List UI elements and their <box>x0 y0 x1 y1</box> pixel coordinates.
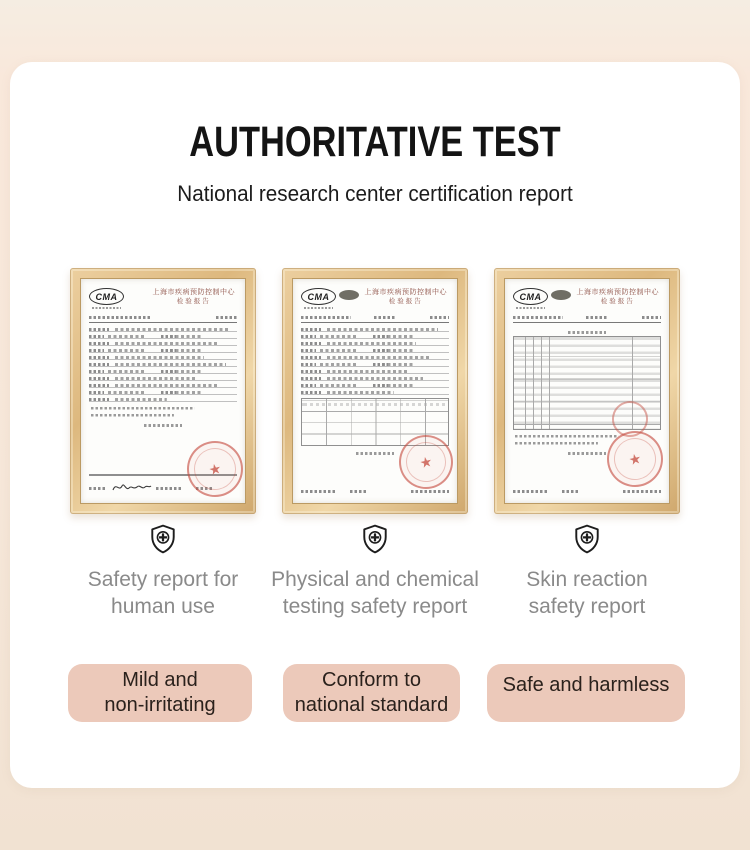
report-type: 检验报告 <box>600 298 635 306</box>
badge-line: Conform to <box>322 669 421 691</box>
report-column-2 <box>271 268 479 620</box>
cma-logo-caption <box>304 307 333 309</box>
form-row <box>89 381 237 388</box>
certificate-frame-3 <box>494 268 680 514</box>
certificate-frame-2 <box>282 268 468 514</box>
report-column-1 <box>70 268 256 620</box>
cma-logo-caption <box>516 307 545 309</box>
logo-group <box>513 288 571 309</box>
certificate-frame-1 <box>70 268 256 514</box>
cma-logo-text: CMA <box>301 288 336 305</box>
form-row <box>89 367 237 374</box>
report-column-3 <box>494 268 680 620</box>
form-row <box>89 339 237 346</box>
report-type: 检验报告 <box>388 298 423 306</box>
logo-group <box>89 288 124 309</box>
badge-line: national standard <box>294 694 449 716</box>
badge-line: Safe and harmless <box>502 674 670 696</box>
report-caption-3 <box>467 566 707 620</box>
certificate-header <box>301 288 449 309</box>
divider <box>301 322 449 323</box>
divider <box>89 322 237 323</box>
form-row <box>301 360 449 367</box>
badge-line: non-irritating <box>104 694 216 716</box>
cma-logo <box>513 288 548 309</box>
form-row <box>89 353 237 360</box>
certificate-header <box>89 288 237 309</box>
report-type: 检验报告 <box>176 298 211 306</box>
form-row <box>301 339 449 346</box>
certificate-paper-3 <box>505 279 669 503</box>
cma-logo <box>89 288 124 309</box>
table-title <box>568 331 606 334</box>
form-row <box>89 360 237 367</box>
report-caption-1 <box>43 566 283 620</box>
form-row <box>301 346 449 353</box>
form-row <box>301 332 449 339</box>
form-row <box>89 395 237 402</box>
form-row <box>301 353 449 360</box>
certificate-paper-2 <box>293 279 457 503</box>
badge-line: Mild and <box>122 669 198 691</box>
accreditation-oval-icon <box>339 290 359 300</box>
page-subtitle: National research center certification report <box>177 181 573 206</box>
certificate-paper-1 <box>81 279 245 503</box>
form-row <box>89 332 237 339</box>
agency-title <box>153 288 236 307</box>
agency-title <box>365 288 448 307</box>
cma-logo-text: CMA <box>89 288 124 305</box>
caption-line: Safety report for <box>87 568 239 591</box>
certificate-header <box>513 288 661 309</box>
agency-name: 上海市疾病预防控制中心 <box>152 289 235 296</box>
form-row <box>301 381 449 388</box>
cma-logo <box>301 288 336 309</box>
agency-title <box>577 288 660 307</box>
form-row <box>89 388 237 395</box>
page-title: AUTHORITATIVE TEST <box>189 118 561 166</box>
form-row <box>301 367 449 374</box>
accreditation-oval-icon <box>551 290 571 300</box>
caption-line: Physical and chemical <box>271 568 479 591</box>
form-row <box>301 388 449 395</box>
certificates-row <box>0 268 750 620</box>
cma-logo-text: CMA <box>513 288 548 305</box>
report-number-line <box>89 313 237 319</box>
form-row <box>89 374 237 381</box>
form-row <box>89 325 237 332</box>
results-grid-table <box>513 336 661 430</box>
benefit-badge-2 <box>283 664 460 722</box>
form-row <box>89 346 237 353</box>
report-caption-2 <box>255 566 495 620</box>
report-number-line <box>513 313 661 319</box>
caption-line: testing safety report <box>282 595 468 618</box>
agency-name: 上海市疾病预防控制中心 <box>364 289 447 296</box>
caption-line: safety report <box>528 595 646 618</box>
benefit-badge-3 <box>487 664 685 722</box>
footer-row <box>513 486 661 496</box>
shield-plus-icon <box>574 524 600 554</box>
caption-line: Skin reaction <box>526 568 648 591</box>
signature-scribble <box>111 480 153 494</box>
shield-plus-icon <box>150 524 176 554</box>
form-row <box>301 325 449 332</box>
logo-group <box>301 288 359 309</box>
caption-line: human use <box>111 595 215 618</box>
divider <box>513 322 661 323</box>
form-row <box>301 374 449 381</box>
agency-name: 上海市疾病预防控制中心 <box>576 289 659 296</box>
benefit-badge-1 <box>68 664 252 722</box>
shield-plus-icon <box>362 524 388 554</box>
notes-lines <box>89 407 237 418</box>
report-number-line <box>301 313 449 319</box>
cma-logo-caption <box>92 307 121 309</box>
